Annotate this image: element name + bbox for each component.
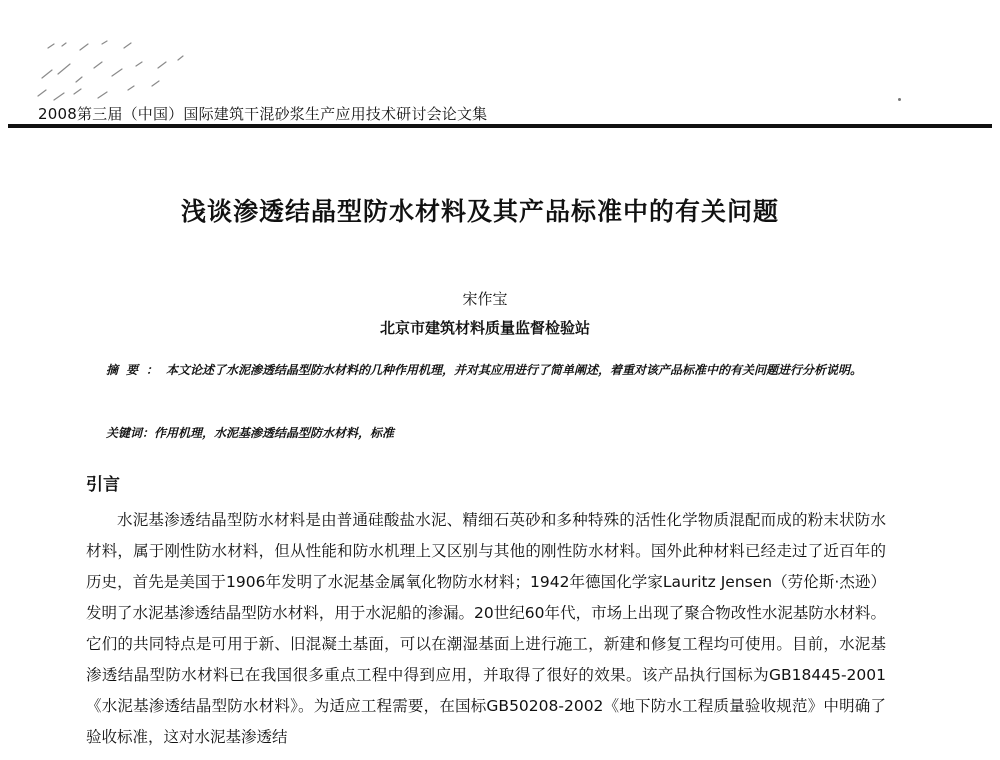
body-text bbox=[86, 505, 886, 753]
abstract bbox=[86, 360, 886, 380]
body-paragraph: 水泥基渗透结晶型防水材料是由普通硅酸盐水泥、精细石英砂和多种特殊的活性化学物质混配而成的粉末状防水材料，属于刚性防水材料，但从性能和防水机理上又区别与其他的刚性防水材料。国外此种材料已经走过了近百年的历史，首先是美国于1906年发明了水泥基金属氧化物防水材料；1942年德国化学家Lauritz Jensen（劳伦斯·杰逊）发明了水泥基渗透结晶型防水材料，用于水泥船的渗漏。20世纪60年代，市场上出现了聚合物改性水泥基防水材料。它们的共同特点是可用于新、旧混凝土基面，可以在潮湿基面上进行施工，新建和修复工程均可使用。目前，水泥基渗透结晶型防水材料已在我国很多重点工程中得到应用，并取得了很好的效果。该产品执行国标为GB18445-2001《水泥基渗透结晶型防水材料》。为适应工程需要，在国标GB50208-2002《地下防水工程质量验收规范》中明确了验收标准，这对水泥基渗透结 bbox=[86, 511, 886, 746]
abstract-label: 摘要： bbox=[106, 363, 167, 377]
author-name: 宋作宝 bbox=[462, 290, 508, 308]
keywords-label: 关键词： bbox=[106, 426, 155, 440]
scan-noise-marks bbox=[28, 38, 218, 108]
keywords-text: 作用机理，水泥基渗透结晶型防水材料，标准 bbox=[154, 426, 395, 440]
scan-speck bbox=[898, 98, 901, 101]
paper-title: 浅谈渗透结晶型防水材料及其产品标准中的有关问题 bbox=[180, 197, 779, 226]
author-affiliation: 北京市建筑材料质量监督检验站 bbox=[379, 319, 590, 337]
header-rule bbox=[8, 124, 992, 128]
keywords bbox=[106, 424, 886, 441]
section-heading: 引言 bbox=[86, 475, 120, 495]
abstract-text: 本文论述了水泥渗透结晶型防水材料的几种作用机理，并对其应用进行了简单阐述，着重对该产品标准中的有关问题进行分析说明。 bbox=[166, 363, 863, 377]
running-head: 2008第三届（中国）国际建筑干混砂浆生产应用技术研讨会论文集 bbox=[38, 105, 488, 123]
